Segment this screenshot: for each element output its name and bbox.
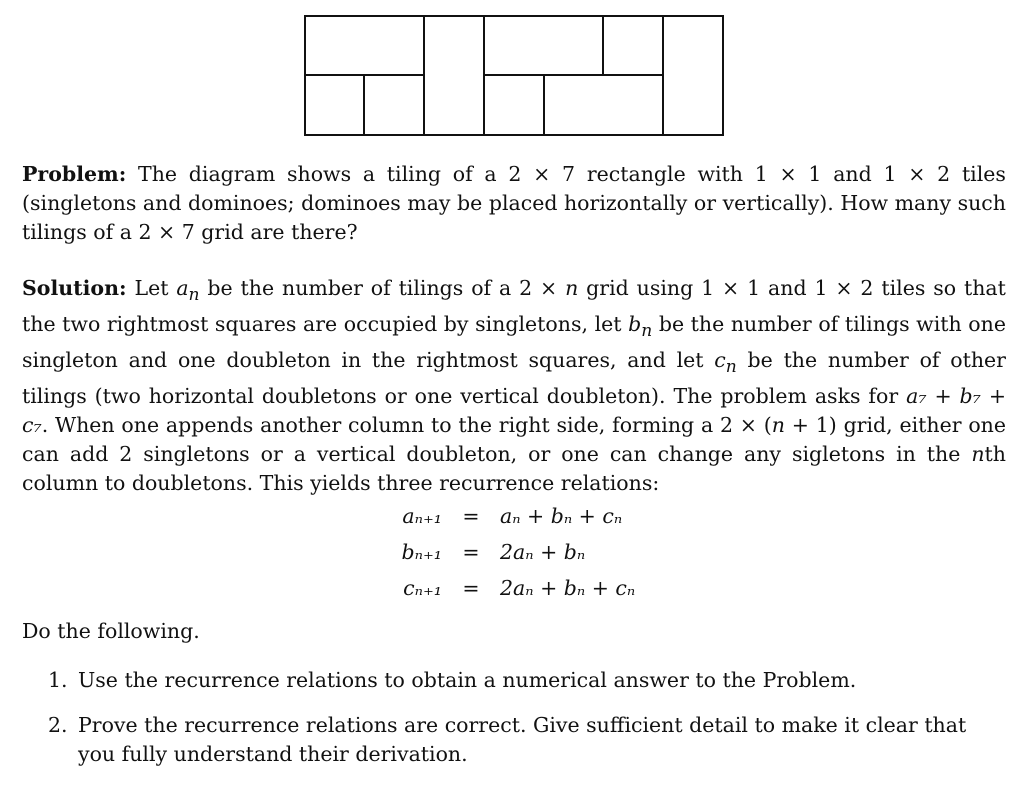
equation-rhs: 2aₙ + bₙ + cₙ bbox=[500, 576, 636, 600]
math: + 1) bbox=[784, 413, 837, 438]
subscript: n bbox=[188, 285, 200, 306]
solution-text: be the number of other tilings (two horizontal doubletons or one vertical doubleton). The problem asks for bbox=[22, 348, 1006, 409]
list-item bbox=[48, 711, 1008, 769]
math: a₇ + b₇ + c₇ bbox=[22, 384, 1006, 438]
recurrence-relations bbox=[380, 498, 635, 606]
problem-text: The diagram shows a tiling of a bbox=[138, 162, 497, 186]
math-var: n bbox=[771, 413, 785, 438]
problem-text: grid are there? bbox=[201, 220, 358, 244]
subscript: n bbox=[641, 321, 653, 342]
solution-text: grid using bbox=[586, 276, 694, 300]
solution-text: be the number of tilings of a bbox=[207, 276, 512, 300]
list-item bbox=[48, 666, 1008, 695]
equals-sign: = bbox=[462, 540, 480, 564]
problem-text: and bbox=[833, 162, 872, 186]
solution-text: . When one appends another column to the right side, forming a bbox=[41, 413, 714, 438]
equation-lhs: cₙ₊₁ bbox=[403, 576, 442, 600]
equation-lhs: aₙ₊₁ bbox=[402, 504, 442, 528]
equation-row bbox=[380, 570, 635, 606]
equals-sign: = bbox=[462, 504, 480, 528]
equals-sign: = bbox=[462, 576, 480, 600]
instructions: Do the following. bbox=[22, 619, 200, 643]
var-a: a bbox=[176, 276, 189, 300]
math: 2 × 7 bbox=[508, 162, 576, 186]
math-var bbox=[628, 312, 653, 342]
task-number: 2. bbox=[48, 713, 68, 737]
solution-text: grid, either one can add 2 singletons or a vertical doubleton, or one can change any sigletons in the bbox=[22, 413, 1006, 467]
equation-row bbox=[380, 498, 635, 534]
var-b: b bbox=[628, 312, 642, 337]
equation-lhs: bₙ₊₁ bbox=[401, 540, 442, 564]
math: 1 × 1 bbox=[754, 162, 822, 186]
math-var: n bbox=[971, 442, 985, 467]
solution-label: Solution: bbox=[22, 276, 127, 300]
equation-rhs: aₙ + bₙ + cₙ bbox=[500, 504, 623, 528]
equation-row bbox=[380, 534, 635, 570]
tiling-diagram bbox=[304, 15, 724, 137]
task-text: Use the recurrence relations to obtain a numerical answer to the Problem. bbox=[78, 668, 857, 692]
math: 1 × 1 bbox=[701, 276, 761, 300]
solution-text: and bbox=[768, 276, 807, 300]
problem-statement bbox=[22, 160, 1006, 247]
problem-label: Problem: bbox=[22, 162, 127, 186]
task-list bbox=[48, 666, 1008, 785]
solution-text: Let bbox=[134, 276, 169, 300]
subscript: n bbox=[725, 357, 737, 378]
solution-statement bbox=[22, 274, 1006, 498]
math: 2 × 7 bbox=[138, 220, 195, 244]
math-var bbox=[176, 276, 200, 306]
solution-text: th column to doubletons. This yields three recurrence relations: bbox=[22, 442, 1006, 496]
problem-text: rectangle with bbox=[586, 162, 743, 186]
problem-text: tiles (singletons and dominoes; dominoes may be placed horizontally or vertically). How many such tilings of a bbox=[22, 162, 1006, 244]
math: 2 × bbox=[519, 276, 566, 300]
equation-rhs: 2aₙ + bₙ bbox=[500, 540, 586, 564]
math: 2 × ( bbox=[719, 413, 772, 438]
task-text: Prove the recurrence relations are correct. Give sufficient detail to make it clear that you fully understand their derivation. bbox=[78, 713, 967, 766]
var-c: c bbox=[714, 348, 726, 373]
math: 1 × 2 bbox=[814, 276, 874, 300]
solution-text: be the number of tilings with one singleton and one doubleton in the rightmost squares, and let bbox=[22, 312, 1006, 373]
math-var: n bbox=[565, 276, 579, 300]
task-number: 1. bbox=[48, 668, 68, 692]
math: 1 × 2 bbox=[883, 162, 951, 186]
solution-text: tiles so that the two rightmost squares are occupied by singletons, let bbox=[22, 276, 1006, 337]
math-var bbox=[714, 348, 737, 378]
